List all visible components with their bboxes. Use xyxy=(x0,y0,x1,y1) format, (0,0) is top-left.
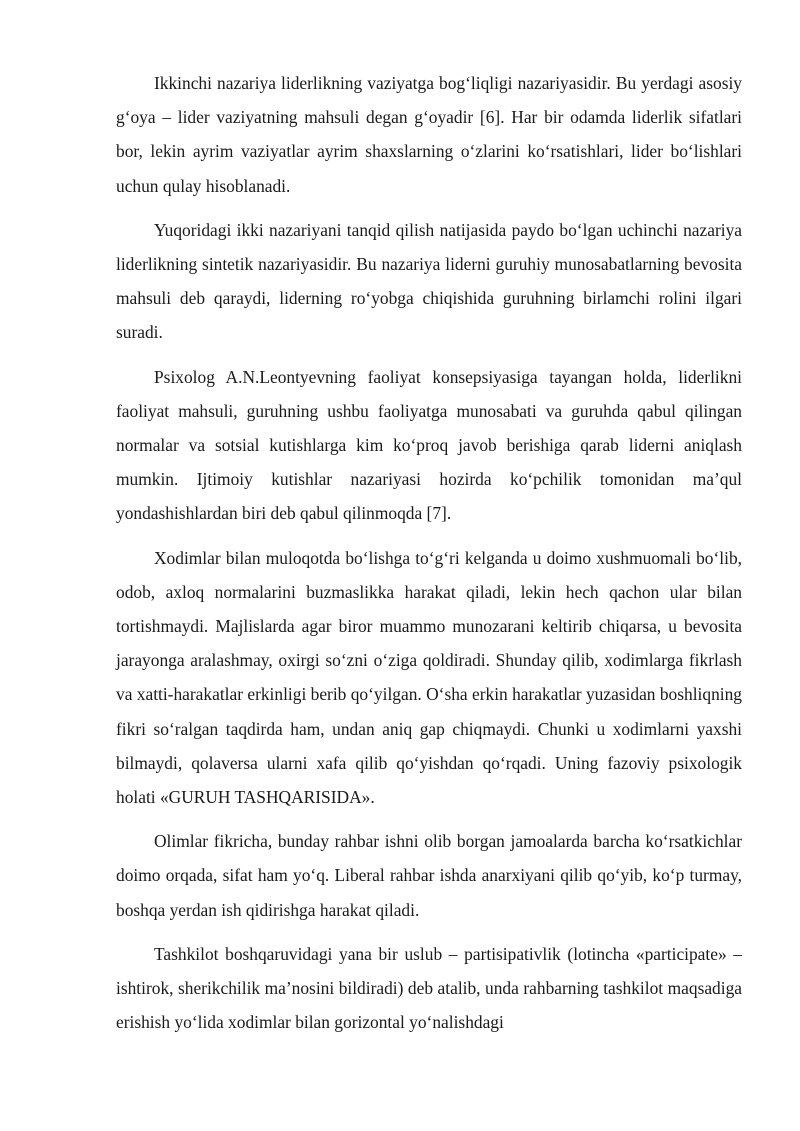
paragraph-leadership-situational-theory: Ikkinchi nazariya liderlikning vaziyatga bog‘liqligi nazariyasidir. Bu yerdagi asosiy g‘oya – lider vaziyatning mahsuli degan g‘oyadir [6]. Har bir odamda liderlik sifatlari bor, lekin ayrim vaziyatlar ayrim shaxslarning o‘zlarini ko‘rsatishlari, lider bo‘lishlari uchun qulay hisoblanadi. xyxy=(116,73,742,196)
paragraph-liberal-leader-behavior: Xodimlar bilan muloqotda bo‘lishga to‘g‘ri kelganda u doimo xushmuomali bo‘lib, odob, axloq normalarini buzmaslikka harakat qiladi, lekin hech qachon ular bilan tortishmaydi. Majlislarda agar biror muammo munozarani keltirib chiqarsa, u bevosita jarayonga aralashmay, oxirgi so‘zni o‘ziga qoldiradi. Shunday qilib, xodimlarga fikrlash va xatti-harakatlar erkinligi berib qo‘yilgan. O‘sha erkin harakatlar yuzasidan boshliqning fikri so‘ralgan taqdirda ham, undan aniq gap chiqmaydi. Chunki u xodimlarni yaxshi bilmaydi, qolaversa ularni xafa qilib qo‘yishdan qo‘rqadi. Uning fazoviy psixologik holati «GURUH TASHQARISIDA». xyxy=(116,547,742,808)
paragraph-participative-style: Tashkilot boshqaruvidagi yana bir uslub – partisipativlik (lotincha «participate» – ishtirok, sherikchilik ma’nosini bildiradi) deb atalib, unda rahbarning tashkilot maqsadiga erishish yo‘lida xodimlar bilan gorizontal yo‘nalishdagi xyxy=(116,943,742,1033)
document-body xyxy=(116,66,742,1049)
paragraph-scholars-opinion: Olimlar fikricha, bunday rahbar ishni olib borgan jamoalarda barcha ko‘rsatkichlar doimo orqada, sifat ham yo‘q. Liberal rahbar ishda anarxiyani qilib qo‘yib, ko‘p turmay, boshqa yerdan ish qidirishga harakat qiladi. xyxy=(116,831,742,920)
paragraph-synthetic-theory: Yuqoridagi ikki nazariyani tanqid qilish natijasida paydo bo‘lgan uchinchi nazariya liderlikning sintetik nazariyasidir. Bu nazariya liderni guruhiy munosabatlarning bevosita mahsuli deb qaraydi, liderning ro‘yobga chiqishida guruhning birlamchi rolini ilgari suradi. xyxy=(116,219,742,343)
paragraph-leontyev-activity-concept: Psixolog A.N.Leontyevning faoliyat konsepsiyasiga tayangan holda, liderlikni faoliyat mahsuli, guruhning ushbu faoliyatga munosabati va guruhda qabul qilingan normalar va sotsial kutishlarga kim ko‘proq javob berishiga qarab liderni aniqlash mumkin. Ijtimoiy kutishlar nazariyasi hozirda ko‘pchilik tomonidan ma’qul yondashishlardan biri deb qabul qilinmoqda [7]. xyxy=(116,366,742,524)
